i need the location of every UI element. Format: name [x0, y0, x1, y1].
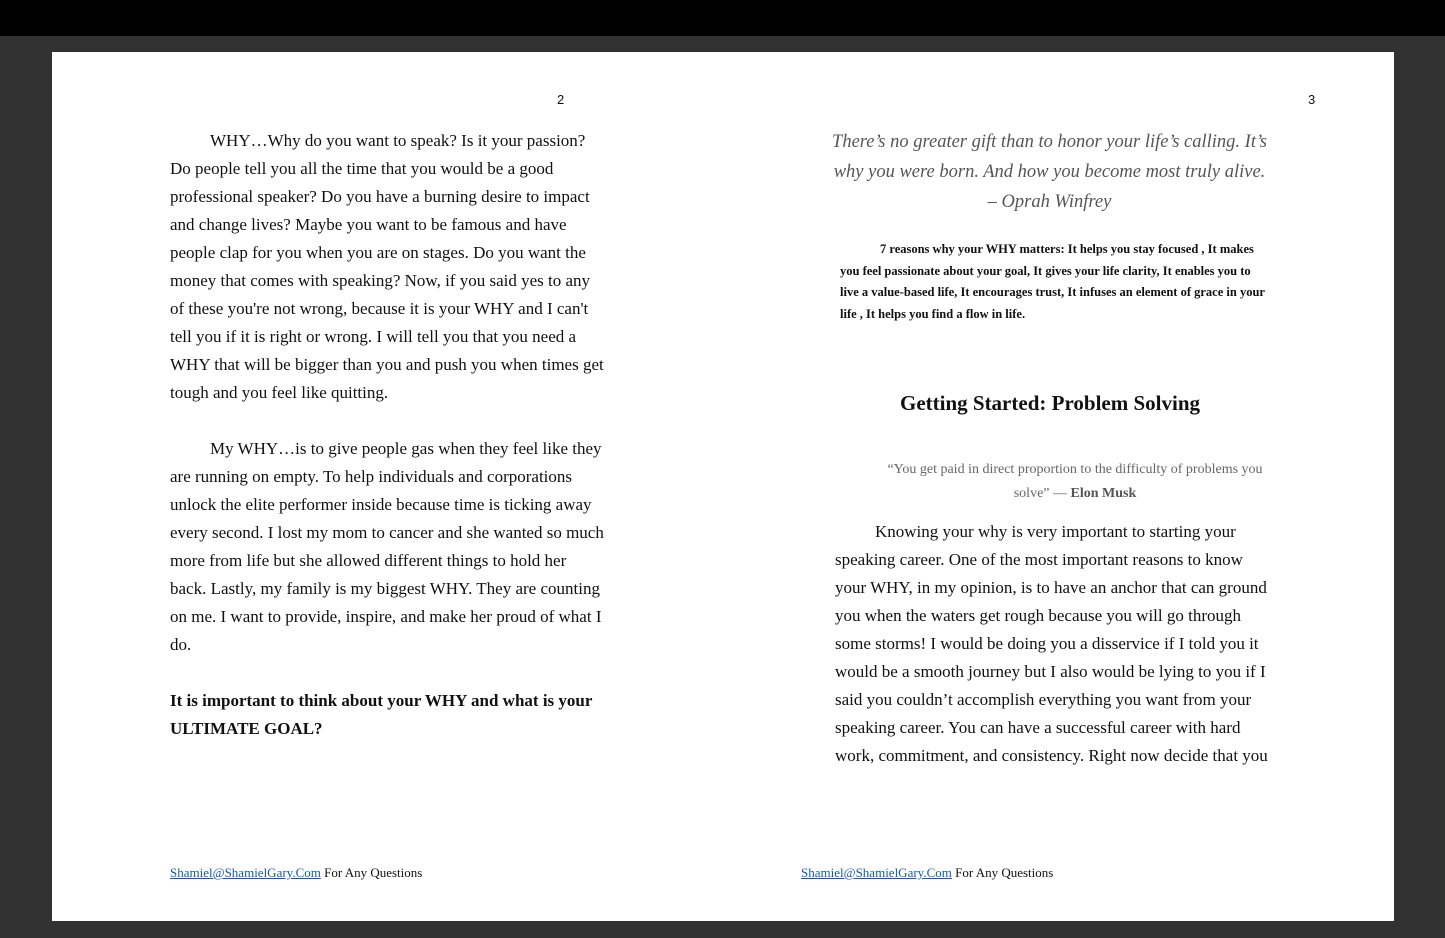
musk-quote-text: “You get paid in direct proportion to the difficulty of problems you solve” — [887, 462, 1263, 501]
knowing-your-why-paragraph: Knowing your why is very important to starting your speaking career. One of the most important reasons to know your WHY, in my opinion, is to have an anchor that can ground you when the waters get rough because you will go through some storms! I would be doing you a disservice if I told you it would be a smooth journey but I also would be lying to you if I said you couldn’t accomplish everything you want from your speaking career. You can have a successful career with hard work, commitment, and consistency. Right now decide that you [835, 522, 1268, 765]
page-number-left: 2 [557, 92, 565, 107]
left-page-footer [170, 865, 422, 881]
document-spread [52, 52, 1394, 921]
right-page-footer [801, 865, 1053, 881]
musk-quote-author: Elon Musk [1070, 486, 1137, 501]
page-number-right: 3 [1308, 92, 1316, 107]
section-heading-block [835, 391, 1265, 416]
section-heading: Getting Started: Problem Solving [899, 391, 1200, 415]
oprah-quote-block [827, 127, 1272, 217]
footer-email-link-left[interactable]: Shamiel@ShamielGary.Com [170, 865, 321, 880]
viewer-top-bar [0, 0, 1445, 36]
left-page-body [170, 127, 606, 743]
musk-quote-block [872, 458, 1278, 506]
my-why-paragraph: My WHY…is to give people gas when they feel like they are running on empty. To help individuals and corporations unlock the elite performer inside because time is ticking away every second. I lost my mom to cancer and she wanted so much more from life but she allowed different things to hold her back. Lastly, my family is my biggest WHY. They are counting on me. I want to provide, inspire, and make her proud of what I do. [170, 439, 604, 654]
seven-reasons-text: 7 reasons why your WHY matters: It helps you stay focused , It makes you feel passionate about your goal, It gives your life clarity, It enables you to live a value-based life, It encourages trust, It infuses an element of grace in your life , It helps you find a flow in life. [840, 242, 1265, 321]
footer-email-link-right[interactable]: Shamiel@ShamielGary.Com [801, 865, 952, 880]
ultimate-goal-question: It is important to think about your WHY and what is your ULTIMATE GOAL? [170, 691, 593, 738]
why-paragraph: WHY…Why do you want to speak? Is it your passion? Do people tell you all the time that you would be a good professional speaker? Do you have a burning desire to impact and change lives? Maybe you want to be famous and have people clap for you when you are on stages. Do you want the money that comes with speaking? Now, if you said yes to any of these you're not wrong, because it is your WHY and I can't tell you if it is right or wrong. I will tell you that you need a WHY that will be bigger than you and push you when times get tough and you feel like quitting. [170, 131, 604, 402]
musk-quote [872, 458, 1278, 506]
footer-text-left: For Any Questions [320, 865, 423, 880]
reasons-block [840, 239, 1268, 325]
footer-text-right: For Any Questions [951, 865, 1054, 880]
right-page-body [835, 518, 1275, 770]
oprah-quote: There’s no greater gift than to honor your life’s calling. It’s why you were born. And how you become most truly alive. – Oprah Winfrey [832, 132, 1267, 212]
